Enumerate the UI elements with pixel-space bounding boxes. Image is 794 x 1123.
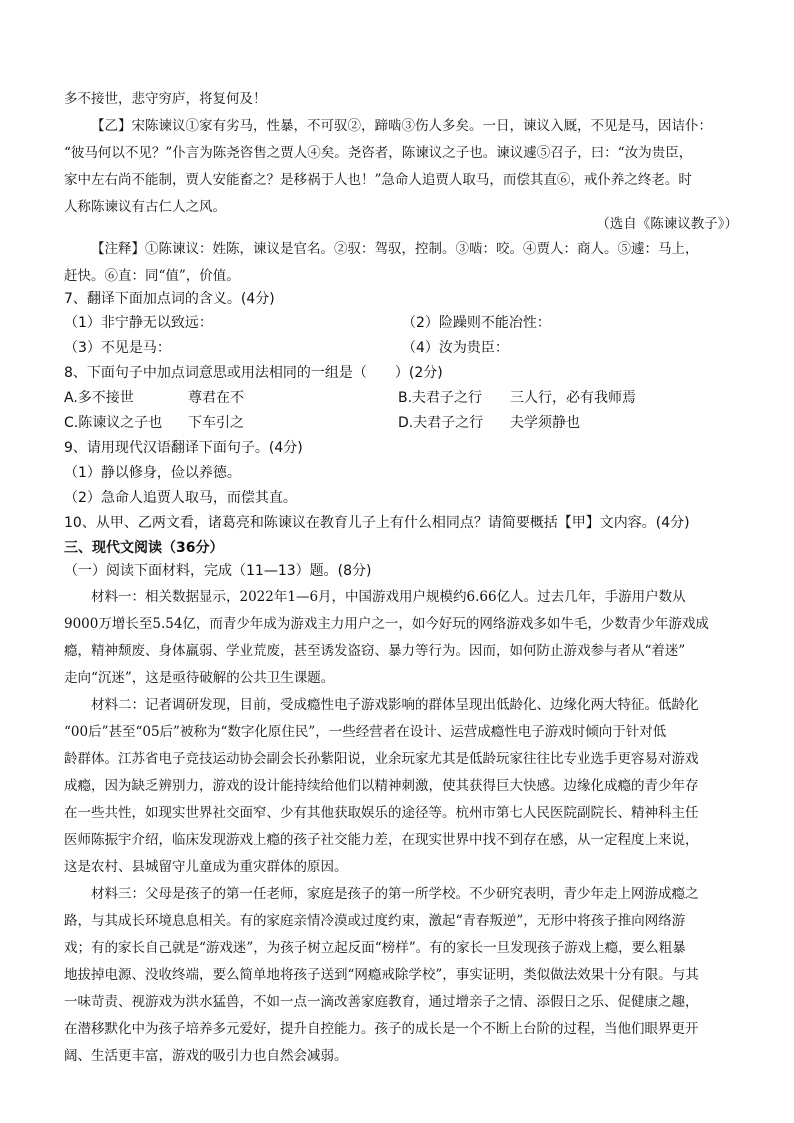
material-3-line-3: 戏；有的家长自己就是“游戏迷”，为孩子树立起反面“榜样”。有的家长一旦发现孩子游戏上瘾，要么粗暴 <box>64 940 686 956</box>
q9-sentence-1: （1）静以修身，俭以养德。 <box>64 465 241 481</box>
q7-item-4: （4）汝为贵臣： <box>402 340 509 356</box>
material-2-line-7: 这是农村、县城留守儿童成为重灾群体的原因。 <box>64 859 348 875</box>
q8-option-c-1: C.陈谏议之子也 <box>64 415 163 431</box>
material-3-line-2: 路，与其成长环境息息相关。有的家庭亲情冷漠或过度约束，激起“青春叛逆”，无形中将孩子推向网络游 <box>64 913 686 929</box>
material-3-line-7: 阔、生活更丰富，游戏的吸引力也自然会减弱。 <box>64 1048 348 1064</box>
q7-stem: 7、翻译下面加点词的含义。(4分) <box>64 291 275 307</box>
material-1-line-2: 9000万增长至5.54亿，而青少年成为游戏主力用户之一，如今好玩的网络游戏多如牛毛，少数青少年游戏成 <box>64 616 709 632</box>
q7-item-3: （3）不见是马： <box>64 340 171 356</box>
q8-option-a-1: A.多不接世 <box>64 390 134 406</box>
material-2-line-2: “00后”甚至“05后”被称为“数字化原住民”，一些经营者在设计、运营成瘾性电子游戏时倾向于针对低 <box>64 724 667 740</box>
section-3-subtitle: （一）阅读下面材料，完成（11—13）题。(8分) <box>64 563 372 579</box>
yi-line-4: 人称陈谏议有古仁人之风。 <box>64 199 226 215</box>
q8-option-b-1: B.夫君子之行 <box>398 390 483 406</box>
material-1-line-3: 瘾，精神颓废、身体羸弱、学业荒废，甚至诱发盗窃、暴力等行为。因而，如何防止游戏参与者从“着迷” <box>64 643 686 659</box>
q8-option-c-2: 下车引之 <box>188 415 244 431</box>
material-1-line-1: 材料一：相关数据显示，2022年1—6月，中国游戏用户规模约6.66亿人。过去几年，手游用户数从 <box>91 589 686 605</box>
yi-note-2: 赶快。⑥直：同“值”，价值。 <box>64 268 240 284</box>
material-2-line-3: 龄群体。江苏省电子竞技运动协会副会长孙紫阳说，业余玩家尤其是低龄玩家往往比专业选手更容易对游戏 <box>64 751 699 767</box>
material-3-line-1: 材料三：父母是孩子的第一任老师，家庭是孩子的第一所学校。不少研究表明，青少年走上网游成瘾之 <box>91 886 699 902</box>
q7-item-2: （2）险躁则不能冶性： <box>402 315 551 331</box>
q7-item-1: （1）非宁静无以致远： <box>64 315 213 331</box>
q9-sentence-2: （2）急命人追贾人取马，而偿其直。 <box>64 490 297 506</box>
q8-option-d-2: 夫学须静也 <box>510 415 580 431</box>
q10-stem: 10、从甲、乙两文看，诸葛亮和陈谏议在教育儿子上有什么相同点？请简要概括【甲】文内容。(4分) <box>64 515 690 531</box>
material-2-line-1: 材料二：记者调研发现，目前，受成瘾性电子游戏影响的群体呈现出低龄化、边缘化两大特征。低龄化 <box>91 697 699 713</box>
q8-option-d-1: D.夫君子之行 <box>398 415 484 431</box>
material-2-line-4: 成瘾，因为缺乏辨别力，游戏的设计能持续给他们以精神刺激，使其获得巨大快感。边缘化成瘾的青少年存 <box>64 778 699 794</box>
q9-stem: 9、请用现代汉语翻译下面句子。(4分) <box>64 440 303 456</box>
material-2-line-5: 在一些共性，如现实世界社交面窄、少有其他获取娱乐的途径等。杭州市第七人民医院副院长、精神科主任 <box>64 805 699 821</box>
yi-line-2: “彼马何以不见？”仆言为陈尧咨售之贾人④矣。尧咨者，陈谏议之子也。谏议遽⑤召子，曰：“汝为贵臣， <box>64 145 693 161</box>
material-2-line-6: 医师陈振宇介绍，临床发现游戏上瘾的孩子社交能力差，在现实世界中找不到存在感，从一定程度上来说， <box>64 832 699 848</box>
yi-line-3: 家中左右尚不能制，贾人安能畜之？是移祸于人也！”急命人追贾人取马，而偿其直⑥，戒仆养之终老。时 <box>64 172 692 188</box>
yi-source: （选自《陈谏议教子》） <box>596 216 738 232</box>
material-3-line-6: 在潜移默化中为孩子培养多元爱好，提升自控能力。孩子的成长是一个不断上台阶的过程，当他们眼界更开 <box>64 1021 699 1037</box>
yi-note-1: 【注释】①陈谏议：姓陈，谏议是官名。②驭：驾驭，控制。③啮：咬。④贾人：商人。⑤遽：马上， <box>91 241 699 257</box>
material-3-line-5: 一味苛责、视游戏为洪水猛兽，不如一点一滴改善家庭教育，通过增亲子之情、添假日之乐、促健康之趣， <box>64 994 699 1010</box>
yi-line-0: 多不接世，悲守穷庐，将复何及！ <box>64 91 267 107</box>
yi-line-1: 【乙】宋陈谏议①家有劣马，性暴，不可驭②，蹄啮③伤人多矣。一日，谏议入厩，不见是马，因诘仆： <box>91 118 712 134</box>
material-3-line-4: 地拔掉电源、没收终端，要么简单地将孩子送到“网瘾戒除学校”，事实证明，类似做法效果十分有限。与其 <box>64 967 699 983</box>
material-1-line-4: 走向“沉迷”，这是亟待破解的公共卫生课题。 <box>64 670 335 686</box>
q8-option-b-2: 三人行，必有我师焉 <box>510 390 636 406</box>
section-3-title: 三、现代文阅读（36分） <box>64 540 224 556</box>
q8-stem: 8、下面句子中加点词意思或用法相同的一组是（ ）(2分) <box>64 365 443 381</box>
q8-option-a-2: 尊君在不 <box>188 390 244 406</box>
